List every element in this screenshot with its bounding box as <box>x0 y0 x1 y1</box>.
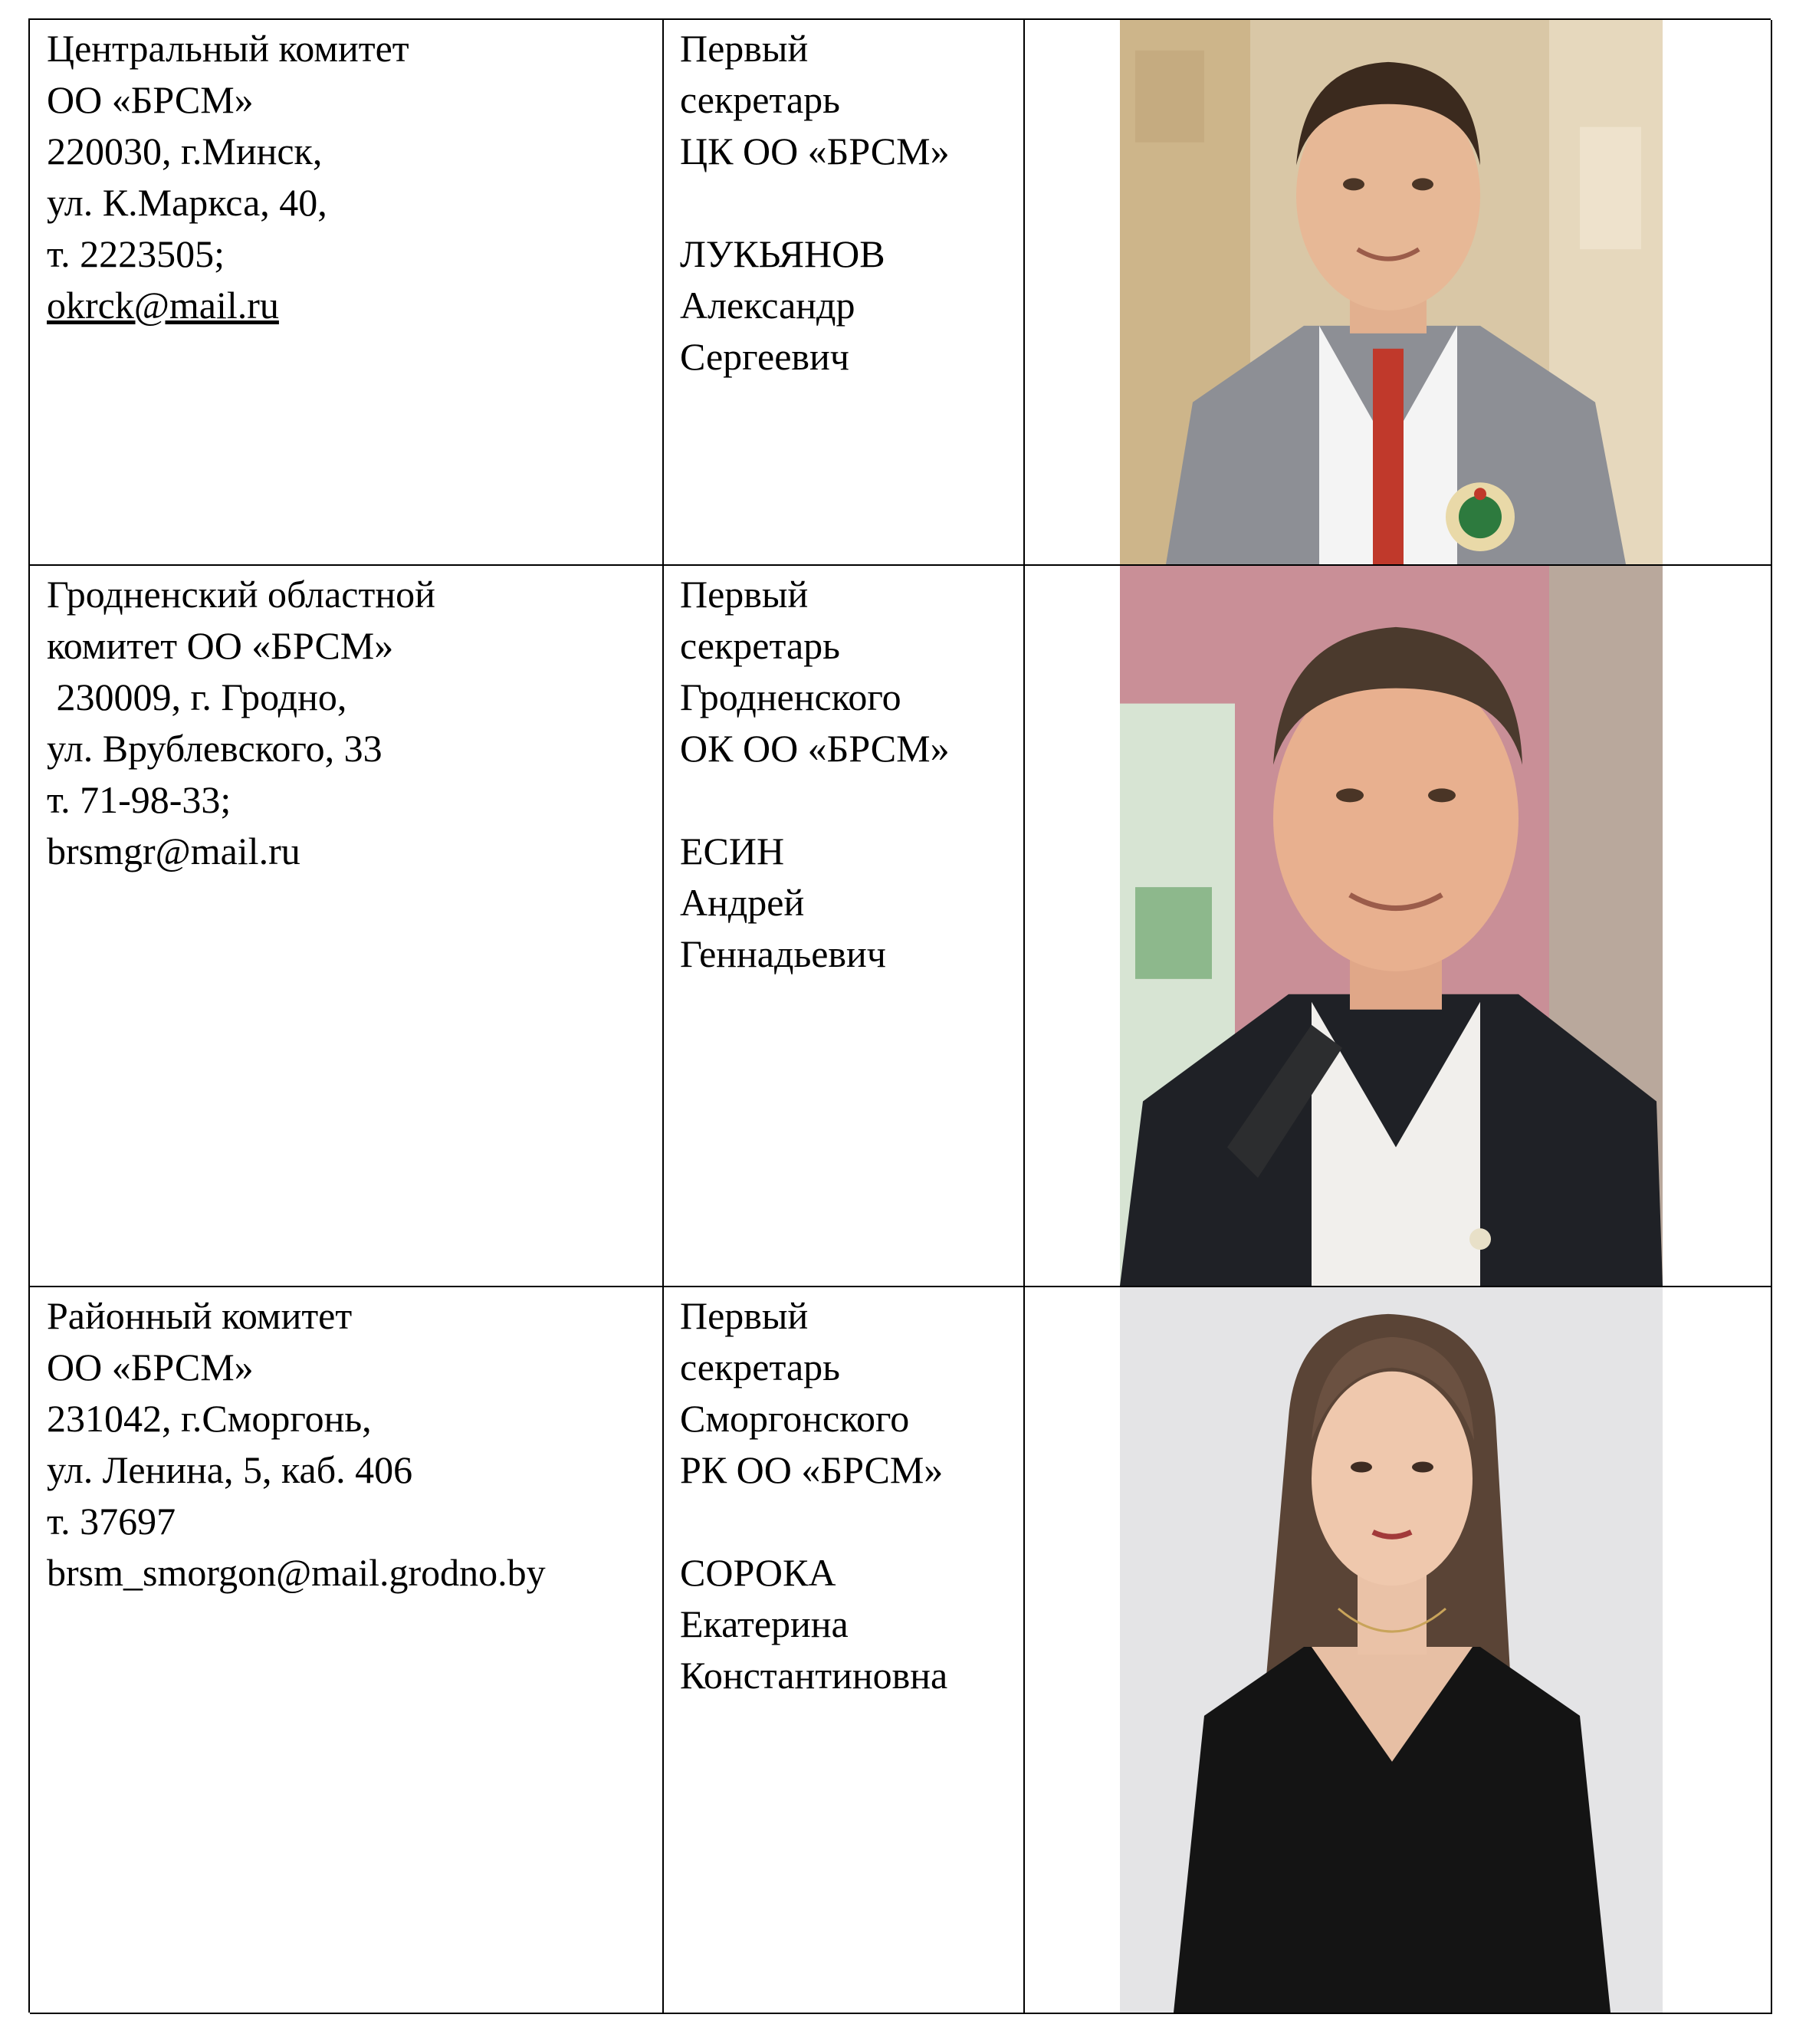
table-row <box>30 566 1771 1287</box>
organization-cell <box>30 1287 664 2014</box>
organization-text: Гродненский областной комитет ОО «БРСМ» 230009, г. Гродно, ул. Врублевского, 33 т. 71-98-33; brsmgr@mail.ru <box>47 573 435 872</box>
position-text: Первый секретарь ЦК ОО «БРСМ» ЛУКЬЯНОВ Александр Сергеевич <box>680 27 950 378</box>
portrait-photo <box>1120 566 1663 1286</box>
organization-cell <box>30 566 664 1287</box>
organization-text: Центральный комитет ОО «БРСМ» 220030, г.Минск, ул. К.Маркса, 40, т. 2223505; okrck@mail.ru <box>47 27 409 327</box>
position-cell <box>664 1287 1025 2014</box>
email-link[interactable]: okrck@mail.ru <box>47 284 279 327</box>
photo-cell <box>1025 1287 1772 2014</box>
position-cell <box>664 566 1025 1287</box>
contacts-table <box>28 18 1771 2013</box>
organization-text: Районный комитет ОО «БРСМ» 231042, г.Сморгонь, ул. Ленина, 5, каб. 406 т. 37697 brsm_smorgon@mail.grodno.by <box>47 1294 546 1594</box>
photo-cell <box>1025 20 1772 566</box>
table-row <box>30 20 1771 566</box>
position-cell <box>664 20 1025 566</box>
person-surname: СОРОКА <box>680 1551 836 1594</box>
email-link[interactable]: brsm_smorgon@mail.grodno.by <box>47 1551 546 1594</box>
person-surname: ЕСИН <box>680 830 785 872</box>
email-link[interactable]: brsmgr@mail.ru <box>47 830 300 872</box>
position-text: Первый секретарь Сморгонского РК ОО «БРСМ» СОРОКА Екатерина Константиновна <box>680 1294 948 1697</box>
organization-cell <box>30 20 664 566</box>
portrait-photo <box>1120 1287 1663 2013</box>
position-text: Первый секретарь Гродненского ОК ОО «БРСМ» ЕСИН Андрей Геннадьевич <box>680 573 950 975</box>
photo-cell <box>1025 566 1772 1287</box>
portrait-photo <box>1120 20 1663 564</box>
table-row <box>30 1287 1771 2014</box>
person-surname: ЛУКЬЯНОВ <box>680 232 885 275</box>
